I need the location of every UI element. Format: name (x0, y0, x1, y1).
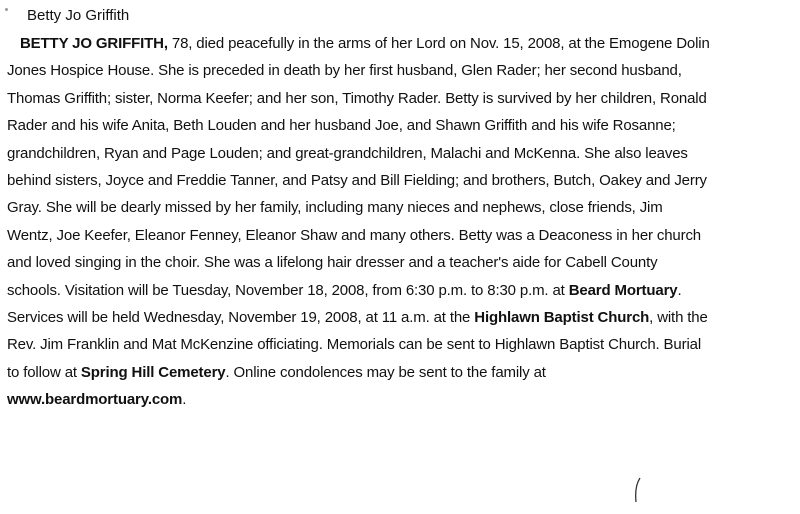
obituary-line (7, 167, 800, 194)
obituary-line (7, 222, 800, 249)
bold-text: Spring Hill Cemetery (80, 363, 226, 381)
text-run: . (677, 281, 682, 299)
obituary-body (7, 30, 800, 413)
text-run: Gray. She will be dearly missed by her family, including many nieces and nephews, close friends, Jim (7, 199, 663, 217)
obituary-line (7, 112, 800, 139)
obituary-line (7, 30, 800, 57)
text-run: behind sisters, Joyce and Freddie Tanner, and Patsy and Bill Fielding; and brothers, Butch, Oakey and Jerry (7, 171, 707, 189)
obituary-line (7, 85, 800, 112)
obituary-line (7, 331, 800, 358)
handwritten-mark (634, 477, 642, 503)
text-run: Rader and his wife Anita, Beth Louden and her husband Joe, and Shawn Griffith and his wife Rosanne; (7, 117, 676, 135)
text-run: schools. Visitation will be Tuesday, November 18, 2008, from 6:30 p.m. to 8:30 p.m. at (7, 281, 569, 299)
text-run: . (182, 391, 187, 409)
text-run: , with the (649, 308, 708, 326)
bold-text: Beard Mortuary (568, 281, 678, 299)
text-run: . Online condolences may be sent to the family at (225, 363, 546, 381)
text-run: Services will be held Wednesday, November 19, 2008, at 11 a.m. at the (7, 308, 475, 326)
obituary-line (7, 304, 800, 331)
bold-text: BETTY JO GRIFFITH, (20, 35, 168, 52)
text-run: Jones Hospice House. She is preceded in death by her first husband, Glen Rader; her second husband, (7, 62, 682, 80)
obituary-line (7, 359, 800, 386)
bold-text: Highlawn Baptist Church (474, 308, 650, 326)
obituary-line (7, 140, 800, 167)
text-run: and loved singing in the choir. She was a lifelong hair dresser and a teacher's aide for Cabell County (7, 254, 658, 272)
obituary-heading: Betty Jo Griffith (27, 7, 130, 24)
obituary-line (7, 277, 800, 304)
text-run: grandchildren, Ryan and Page Louden; and great-grandchildren, Malachi and McKenna. She also leaves (7, 144, 688, 162)
text-run: to follow at (7, 363, 81, 381)
scan-speck (5, 8, 8, 11)
text-run: 78, died peacefully in the arms of her Lord on Nov. 15, 2008, at the Emogene Dolin (167, 35, 710, 52)
bold-text: www.beardmortuary.com (7, 391, 183, 409)
obituary-line (7, 57, 800, 84)
text-run: Thomas Griffith; sister, Norma Keefer; and her son, Timothy Rader. Betty is survived by her children, Ronald (7, 89, 707, 107)
text-run: Rev. Jim Franklin and Mat McKenzine officiating. Memorials can be sent to Highlawn Baptist Church. Burial (7, 336, 702, 354)
text-run: Wentz, Joe Keefer, Eleanor Fenney, Eleanor Shaw and many others. Betty was a Deaconess in her church (7, 226, 701, 244)
obituary-line (7, 386, 800, 413)
obituary-line (7, 249, 800, 276)
obituary-line (7, 194, 800, 221)
